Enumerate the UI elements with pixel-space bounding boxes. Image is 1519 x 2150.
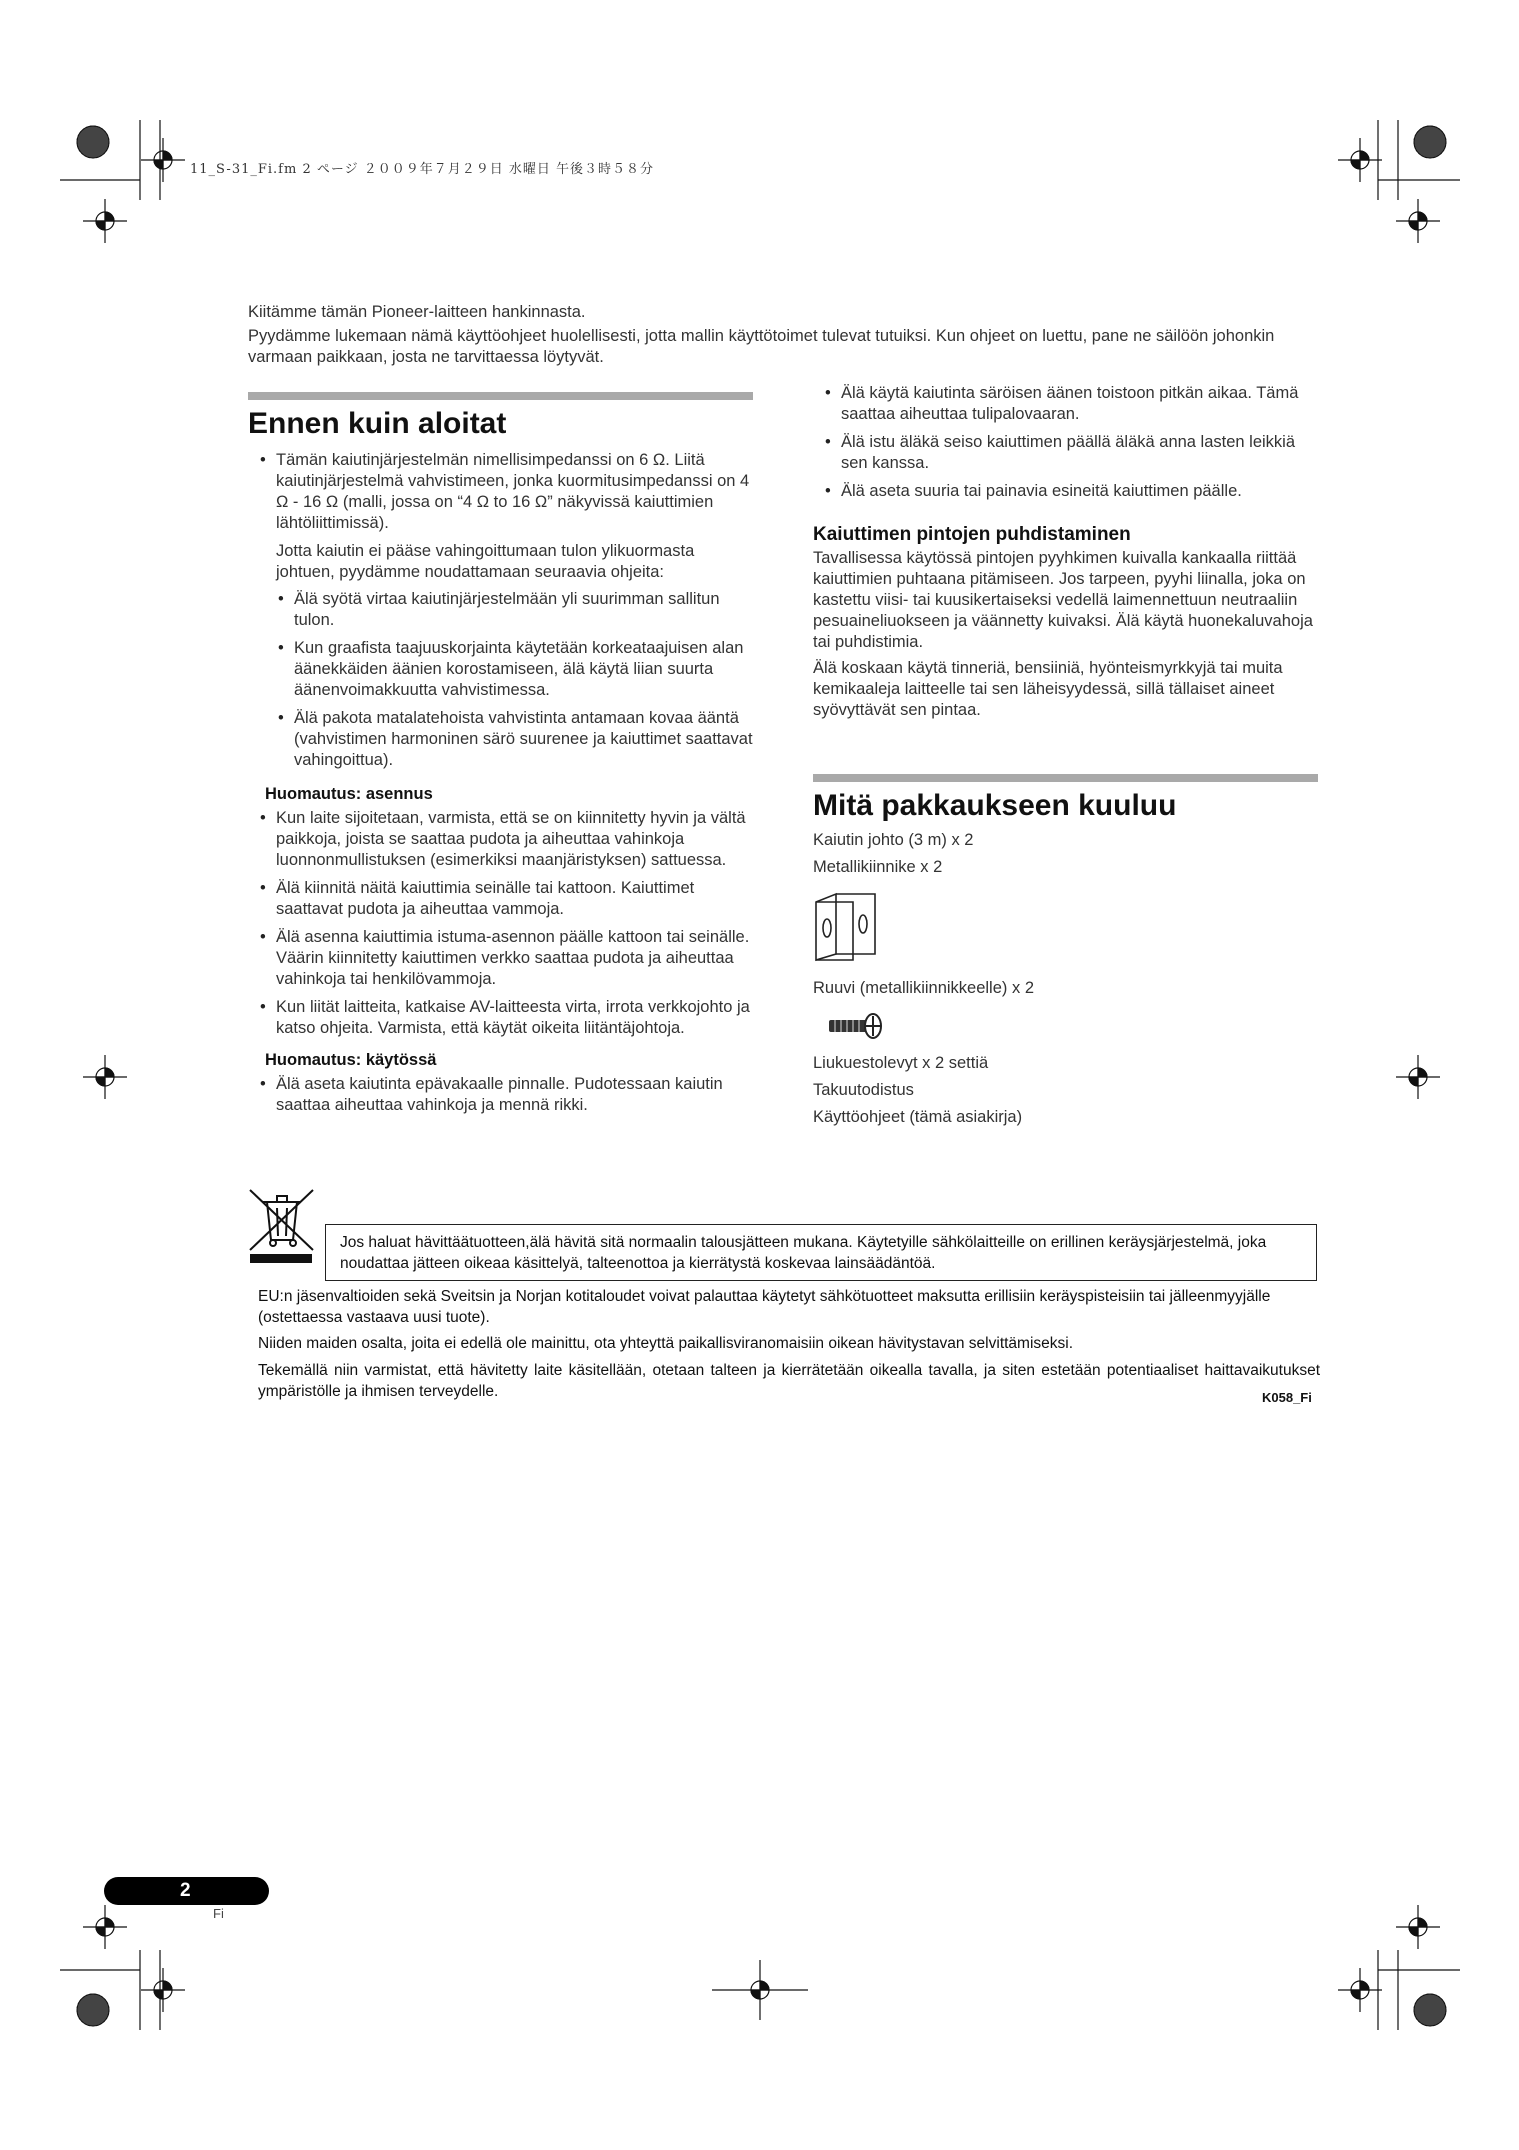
package-item-cable: Kaiutin johto (3 m) x 2: [813, 831, 974, 849]
right-column: [813, 383, 1320, 721]
cleaning-paragraph-1: Tavallisessa käytössä pintojen pyyhkimen kuivalla kankaalla riittää kaiuttimien puhtaana pitämiseen. Jos tarpeen, pyyhi liinalla, joka on kastettu viisi- tai kuusikertaiseksi vedellä laimennettuun neutraaliin pesuaineliuokseen ja väännetty kuivaksi. Älä käytä huonekaluvahoja tai puhdistimia.: [813, 549, 1313, 651]
cleaning-heading: Kaiuttimen pintojen puhdistaminen: [813, 524, 1131, 545]
list-item: • Kun laite sijoitetaan, varmista, että se on kiinnitetty hyvin ja vältä paikkoja, joista se saattaa pudota ja aiheuttaa vahinkoja luonnonmullistuksen (esimerkiksi maanjäristyksen) sattuessa.: [248, 808, 753, 871]
section-divider: [248, 392, 753, 400]
overload-intro: Jotta kaiutin ei pääse vahingoittumaan tulon ylikuormasta johtuen, pyydämme noudattamaan seuraavia ohjeita:: [276, 542, 695, 581]
list-item: • Älä käytä kaiutinta säröisen äänen toistoon pitkän aikaa. Tämä saattaa aiheuttaa tulipalovaaran.: [813, 383, 1320, 425]
weee-paragraph-3: Tekemällä niin varmistat, että hävitetty laite käsitellään, otetaan talteen ja kierrätetään oikealla tavalla, ja siten estetään potentiaaliset haittavaikutukset ympäristölle ja ihmisen terveydelle.: [258, 1362, 1320, 1400]
weee-paragraph-1: EU:n jäsenvaltioiden sekä Sveitsin ja Norjan kotitaloudet voivat palauttaa käytetyt sähkötuotteet maksutta erillisiin keräyspisteisiin tai jälleenmyyjälle (ostettaessa vastaava uusi tuote).: [258, 1288, 1271, 1326]
use-list-continued: [813, 383, 1320, 502]
list-item: • Älä pakota matalatehoista vahvistinta antamaan kovaa ääntä (vahvistimen harmoninen särö suurenee ja kaiuttimet saattavat vahingoittua).: [248, 708, 753, 771]
weee-code: K058_Fi: [1262, 1390, 1312, 1405]
package-item-warranty: Takuutodistus: [813, 1081, 914, 1099]
before-section: [248, 392, 753, 1123]
page-number: 2: [104, 1877, 269, 1905]
screw-illustration: [827, 1011, 887, 1041]
weee-paragraph-2: Niiden maiden osalta, joita ei edellä ole mainittu, ota yhteyttä paikallisviranomaisiin oikean hävitystavan selvittämiseksi.: [258, 1335, 1074, 1352]
package-item-bracket: Metallikiinnike x 2: [813, 858, 943, 876]
package-item-manual: Käyttöohjeet (tämä asiakirja): [813, 1108, 1023, 1126]
package-item-pads: Liukuestolevyt x 2 settiä: [813, 1054, 989, 1072]
use-heading: Huomautus: käytössä: [265, 1051, 437, 1069]
language-code: Fi: [213, 1906, 224, 1921]
list-item: • Tämän kaiutinjärjestelmän nimellisimpedanssi on 6 Ω. Liitä kaiutinjärjestelmä vahvistimeen, jonka kuormitusimpedanssi on 4 Ω - 16 Ω (malli, jossa on “4 Ω to 16 Ω” näkyvissä kaiuttimien lähtöliittimissä).: [248, 450, 753, 534]
list-item: • Älä syötä virtaa kaiutinjärjestelmään yli suurimman sallitun tulon.: [248, 589, 753, 631]
list-item: • Älä asenna kaiuttimia istuma-asennon päälle kattoon tai seinälle. Väärin kiinnitetty kaiuttimen verkko saattaa pudota ja aiheuttaa vahinkoja tai henkilövammoja.: [248, 927, 753, 990]
intro-line-2: Pyydämme lukemaan nämä käyttöohjeet huolellisesti, jotta mallin käyttötoimet tulevat tutuiksi. Kun ohjeet on luettu, pane ne säilöön johonkin varmaan paikkaan, josta ne tarvittaessa löytyvät.: [248, 327, 1275, 366]
weee-notice-box: Jos haluat hävittäätuotteen,älä hävitä sitä normaalin talousjätteen mukana. Käytetyille sähkölaitteille on erillinen keräysjärjestelmä, joka noudattaa jätteen oikeaa käsittelyä, talteenottoa ja kierrätystä koskevaa lainsäädäntöä.: [325, 1224, 1317, 1281]
cleaning-paragraph-2: Älä koskaan käytä tinneriä, bensiiniä, hyönteismyrkkyjä tai muita kemikaaleja laitteelle tai sen läheisyydessä, sillä tällaiset aineet syövyttävät sen pintaa.: [813, 659, 1283, 719]
package-section: [813, 774, 1320, 1128]
section-divider: [813, 774, 1318, 782]
list-item: • Kun liität laitteita, katkaise AV-laitteesta virta, irrota verkkojohto ja katso ohjeita. Varmista, että käytät oikeita liitäntäjohtoja.: [248, 997, 753, 1039]
use-list: [248, 1074, 753, 1116]
install-heading: Huomautus: asennus: [265, 785, 433, 803]
package-item-screw: Ruuvi (metallikiinnikkeelle) x 2: [813, 979, 1034, 997]
list-item: • Kun graafista taajuuskorjainta käytetään korkeataajuisen alan äänekkäiden äänien korostamiseen, älä käytä liian suurta äänenvoimakkuutta vahvistimessa.: [248, 638, 753, 701]
overload-list: [248, 589, 753, 771]
install-list: [248, 808, 753, 1039]
metal-bracket-illustration: [813, 890, 883, 964]
before-title: Ennen kuin aloitat: [248, 407, 507, 440]
list-item: • Älä aseta kaiutinta epävakaalle pinnalle. Pudotessaan kaiutin saattaa aiheuttaa vahinkoja ja mennä rikki.: [248, 1074, 753, 1116]
crossed-bin-icon: [247, 1188, 317, 1264]
print-file-info: 11_S-31_Fi.fm 2 ページ ２００９年７月２９日 水曜日 午後３時５８分: [190, 162, 654, 177]
list-item: • Älä istu äläkä seiso kaiuttimen päällä äläkä anna lasten leikkiä sen kanssa.: [813, 432, 1320, 474]
list-item: • Älä aseta suuria tai painavia esineitä kaiuttimen päälle.: [813, 481, 1320, 502]
intro-line-1: Kiitämme tämän Pioneer-laitteen hankinnasta.: [248, 303, 586, 321]
package-title: Mitä pakkaukseen kuuluu: [813, 789, 1177, 822]
before-list: [248, 450, 753, 534]
list-item: • Älä kiinnitä näitä kaiuttimia seinälle tai kattoon. Kaiuttimet saattavat pudota ja aiheuttaa vammoja.: [248, 878, 753, 920]
